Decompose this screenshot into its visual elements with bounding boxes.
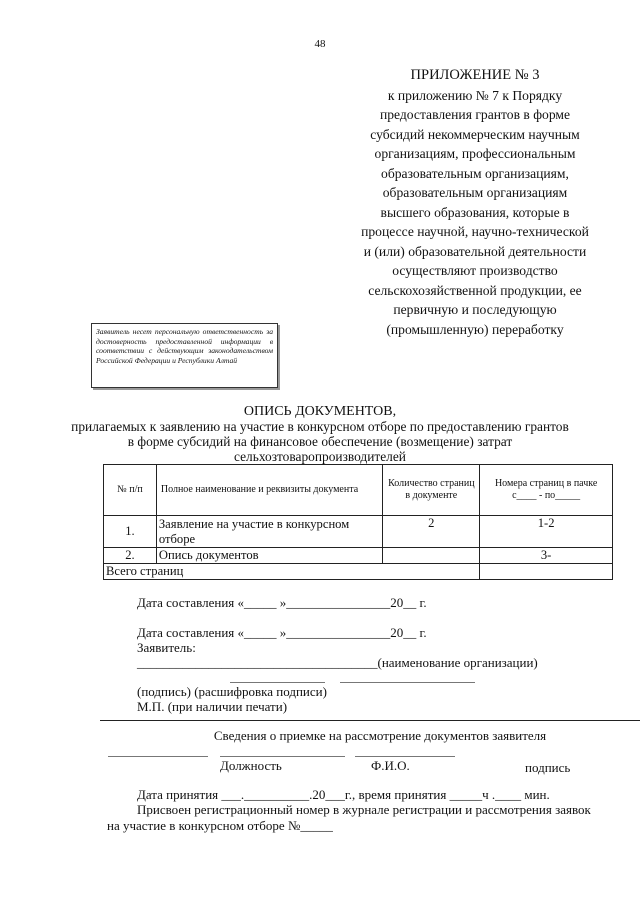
row-num: 1. [104,516,157,548]
inventory-heading [60,404,580,464]
receipt-title: Сведения о приемке на рассмотрение документов заявителя [213,728,547,743]
receipt-blank-line [108,756,208,757]
position-line [220,756,345,757]
appendix-line: высшего образования, которые в [380,204,570,220]
appendix-line: первичную и последующую [393,302,557,317]
row-num: 2. [104,548,157,564]
total-label: Всего страниц [104,564,480,580]
table-total-row [104,564,613,580]
appendix-title: ПРИЛОЖЕНИЕ № 3 [410,67,540,83]
stamp-label: М.П. (при наличии печати) [137,699,288,714]
appendix-line: и (или) образовательной деятельности [363,243,587,259]
row-name: Опись документов [156,548,383,564]
documents-table [103,464,613,580]
inventory-subtitle-line: в форме субсидий на финансовое обеспечение (возмещение) затрат [127,434,513,449]
section-divider [100,720,640,721]
header-pages-count: Количество страниц в документе [383,465,480,516]
appendix-line: процессе научной, научно-технической [361,224,589,239]
row-pages [383,548,480,564]
inventory-subtitle-line: сельхозтоваропроизводителей [234,449,406,464]
appendix-line: субсидий некоммерческим научным [370,126,580,142]
appendix-line: образовательным организациям [382,185,568,200]
inventory-subtitle-line: прилагаемых к заявлению на участие в конкурсном отборе по предоставлению грантов [71,419,569,434]
decoding-line [340,682,475,683]
appendix-line: к приложению № 7 к Порядку [387,87,563,103]
table-row [104,548,613,564]
row-page-numbers: 1-2 [480,516,613,548]
header-name: Полное наименование и реквизиты документа [156,465,383,516]
appendix-header [330,66,620,339]
fio-label: Ф.И.О. [371,758,410,773]
page-number: 48 [314,38,326,50]
registration-line-1: Присвоен регистрационный номер в журнале регистрации и рассмотрения заявок [137,802,591,817]
header-num: № п/п [104,465,157,516]
appendix-line: сельскохозяйственной продукции, ее [368,282,582,298]
appendix-line: (промышленную) переработку [386,321,564,337]
total-value [480,564,613,580]
header-page-numbers: Номера страниц в пачке с____ - по_____ [480,465,613,516]
applicant-label: Заявитель: [137,640,196,655]
table-row [104,516,613,548]
date-line-2: Дата составления «_____ »________________20__ г. [137,625,427,640]
applicant-line: _____________________________________(наименование организации) [137,655,538,670]
row-name: Заявление на участие в конкурсном отборе [156,516,383,548]
row-page-numbers: 3- [480,548,613,564]
appendix-line: организациям, профессиональным [374,146,576,161]
position-label: Должность [220,758,282,773]
appendix-line: образовательным организациям, [381,165,569,181]
date-line-1: Дата составления «_____ »________________20__ г. [137,595,427,610]
signature-label: подпись [525,760,571,775]
appendix-line: осуществляют производство [392,263,558,278]
acceptance-date-line: Дата принятия ___.__________.20___г., время принятия _____ч .____ мин. [137,787,550,802]
appendix-line: предоставления грантов в форме [379,107,571,122]
table-header-row [104,465,613,516]
signature-line [230,682,325,683]
inventory-title: ОПИСЬ ДОКУМЕНТОВ, [243,404,397,419]
fio-line [355,756,455,757]
registration-line-2: на участие в конкурсном отборе №_____ [107,818,333,833]
signature-labels: (подпись) (расшифровка подписи) [137,684,327,699]
responsibility-note-box: Заявитель несет персональную ответственность за достоверность предоставленной информации в соответствии с действующим законодательством Российской Федерации и Республики Алтай [91,323,278,388]
row-pages: 2 [383,516,480,548]
